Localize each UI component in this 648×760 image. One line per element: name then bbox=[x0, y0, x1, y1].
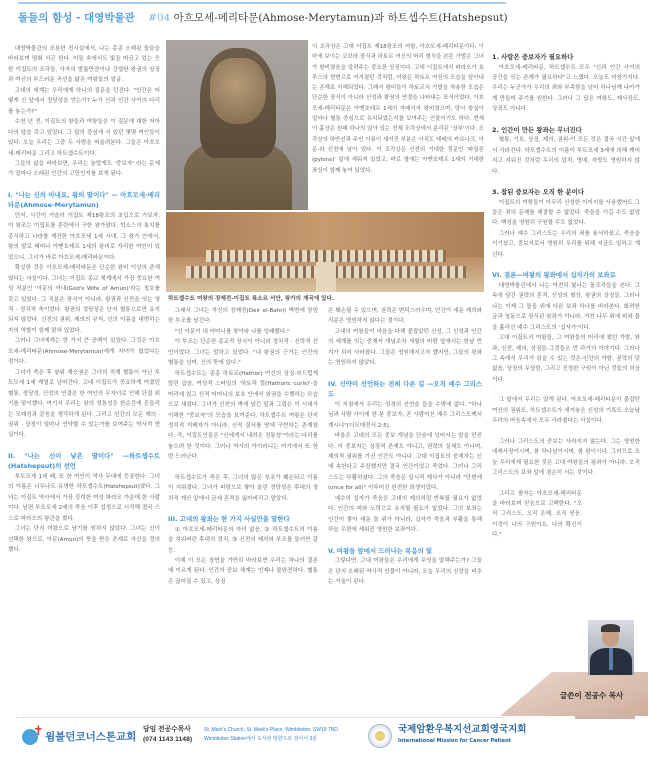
article-column-4 bbox=[492, 42, 640, 561]
article-title: 아흐모세-메리타문(Ahmose-Merytamun)과 하트셉수트(Hatshepsut) bbox=[173, 12, 508, 24]
paragraph: 그들의 삶을 바라보면, 우리는 놀랍게도 '중보자' 라는 문제가 얼마나 오래된 인간의 고민인지를 보게 된다. bbox=[8, 160, 160, 178]
section-heading: II. "나는 신이 낳은 딸이다" —하트셉수트(Hatshepsut)의 선언 bbox=[8, 451, 160, 471]
paragraph: 대영박물관에서 나는 여전히 빛나는 돌조각들을 본다. 그 속에 담긴 권력의 흔적, 신성의 형상, 왕권의 상징들. 그러나 나는 이제 그 돌들 위에 다른 보좌 하나를 바라본다. 화려한 금과 청동으로 장식된 왕좌가 아니라, 거친 나무 위에 피와 물을 흘리신 예수 그리스도의 '십자가'이다. bbox=[492, 282, 640, 331]
paragraph: 고대 이집트의 여왕들, 그 여왕들의 머리에 썼던 가발, 왕좌, 신전, 제의, 상징들-그것들은 먼 과거의 이야기다. 그러나 그 속에서 우리가 읽을 수 있는 것은-인간의 약함, 권력의 덧없음, 상징의 무상함, 그리고 진정한 구원이 아닌 것들의 허상이다. bbox=[492, 335, 640, 383]
paragraph: 그녀가 죽은 후 왕위 계승권은 그녀의 직계 혈통이 아닌 투트모세 1세 계열로 넘어간다. 고대 이집트가 중요하게 여겼던 혈통, 정당성, 신성의 연결은 한 여인의 무자녀로 인해 단절 위기를 맞이했다. 여기서 우리는 왕의 정통성은 한순간에 흔들리는 모래성과 같음을 생각하게 된다. 그리고 인간의 모든 제의 · 권위 · 상징이 얼마나 연약할 수 있는가를 보여주는 역사적 현실이다. bbox=[8, 369, 160, 439]
footer-accent bbox=[575, 716, 635, 719]
paragraph: 그리고 필자는 아흐모세-메리타문을 바라보며 믿음으로 고백한다. "오직 그리스도, 오직 은혜, 오직 믿음. 이것이 나의 구원이요, 나의 확신이다." bbox=[492, 490, 582, 539]
paragraph: ① 아흐모세-메리타문의 자녀 없음, ② 하트셉수트의 이름을 지워버린 후대의 정치, ③ 신전의 제의와 부조를 둘러싼 갈등. bbox=[168, 526, 318, 554]
author-photo bbox=[588, 620, 634, 675]
paragraph: 투트모세 1세 때, 또 한 여인이 역사 무대에 등장한다. 그녀의 이름은 너무나도 유명한 하트셉수트(Hatshepsut)였다. 그녀는 이집트 역사에서 가장 강력한 여성 파라오 가운데 한 사람이다. 남편 투트모세 2세의 죽음 이후 섭정으로 시작해 결국 스스로 파라오의 왕관을 썼다. bbox=[8, 473, 160, 522]
mission-name: 국제암환우복지선교회영국지회 bbox=[398, 724, 527, 735]
paragraph: 하트셉수트가 죽은 후, 그녀의 많은 부조가 훼손되고 이름이 지워졌다. 그녀가 피땀으로 쌓아 올린 정당성은 후대의 정치적 계산 앞에서 금세 흔적을 잃어버리고 말았다. bbox=[168, 474, 318, 502]
mission-name-english: International Mission for Cancer Patient bbox=[398, 738, 511, 744]
paragraph: 그래서 그녀는 자신의 장제전(Deir el-Bahri) 벽면에 장엄한 부조를 남긴다. bbox=[168, 308, 318, 325]
article-column-2 bbox=[168, 306, 318, 587]
paragraph: 이 지점에서 우리는 성경의 선언을 들을 수밖에 없다. "하나님과 사람 사이에 한 분 중보자, 곧 사람이신 예수 그리스도께서 계시니"(디모데전서 2:5). bbox=[328, 401, 482, 429]
page-title bbox=[18, 10, 508, 25]
temple-photo-caption: 하트셉수트 여왕의 장제전-이집트 룩소르 서안, 왕가의 계곡에 있다. bbox=[168, 296, 335, 302]
paragraph: 혈통, 기호, 상징, 제의, 권위-이 모든 것은 결국 시간 앞에서 사라진다. 하트셉수트의 이름이 투트모세 3세에 의해 깨어지고 지워진 것처럼 우리의 업적, 명예, 자랑도 영원하지 않다. bbox=[492, 137, 640, 175]
section-heading: 2. 인간이 만든 왕좌는 무너진다 bbox=[492, 125, 582, 134]
header-rule bbox=[18, 2, 506, 4]
paragraph: 그녀는 단지 여왕으로 남기를 원하지 않았다. 그녀는 신이 선택한 왕으로, 아문(Amun)의 뜻을 받은 존재로 자신을 정의했다. bbox=[8, 526, 160, 554]
section-heading: V. 여왕들 앞에서 드러나는 복음의 빛 bbox=[328, 546, 433, 555]
section-heading: VI. 결론—여왕의 왕좌에서 십자가의 보좌로 bbox=[492, 271, 616, 280]
section-heading: 3. 참된 중보자는 오직 한 분이다 bbox=[492, 188, 585, 197]
article-column-3 bbox=[328, 306, 482, 587]
paragraph: 그러나 예수 그리스도는 우리의 죄를 용서하셨고, 죽음을 이기셨고, 중보자로서 영원히 우리를 위해 지금도 일하고 계신다. bbox=[492, 230, 640, 258]
paragraph: 그렇다면, 고대 여왕들은 우리에게 무엇을 말해주는가? 그들은 단지 오래된 역사적 인물이 아니라, 오늘 우리의 신앙을 비추는 거울이 된다. bbox=[328, 558, 482, 586]
pastor-info bbox=[143, 725, 192, 745]
paragraph: 은 훼손될 수 있으며, 권력은 변덕스러우며, 인간이 세운 제의와 직분은 영원하지 않다는 점이다. bbox=[328, 308, 482, 325]
paragraph: 이집트의 여왕들이 아무리 신성한 이미지를 사용했어도 그들은 죄의 문제를 해결할 수 없었다. 죽음을 이길 수도 없었다. 백성을 영원히 구원할 수도 없었다. bbox=[492, 199, 640, 227]
paragraph: 이제 이 모든 장면을 가만히 바라보면 우리는 하나의 결론에 이르게 된다. 인간의 중보 체계는 언제나 불완전하다. 혈통은 끊어질 수 있고, 상징 bbox=[168, 558, 318, 585]
section-heading: I. "나는 신의 아내요, 왕의 딸이다" — 아흐모세-메리타문(Ahmose-Merytamun) bbox=[8, 190, 160, 210]
paragraph: 그러나 그녀에게는 한 가지 큰 공백이 있었다. 그것은 아흐모세-메리타문(Ahmose-Merytamun)에게 자녀가 없었다는 점이다. bbox=[8, 338, 160, 366]
author-name: 글쓴이 전공수 목사 bbox=[560, 691, 624, 700]
church-address bbox=[204, 726, 338, 744]
paragraph: 대영박물관의 조용한 전시실에서, 나는 종종 오래된 돌들을 바라보며 멈춰 서곤 한다. 어둠 속에서도 빛을 머금고 있는 듯한 이집트의 조각들. 사자의 발톱만큼이나 강렬한 왕권의 상징과 여신의 부드러운 곡선을 닮은 여왕들의 얼굴. bbox=[8, 46, 160, 84]
series-title: 돌들의 함성 - 대영박물관 bbox=[18, 12, 135, 24]
statue-photo bbox=[166, 40, 308, 210]
paragraph: 예수의 십자가 죽음은 고대의 제의처럼 반복될 필요가 없었다. 인간의 피와 노력으로 유지될 필요가 없었다. 그의 보좌는 인간이 쌓아 세운 돌 위가 아니라, 십자가 죽음과 부활을 통해 하늘 우편에 세워진 영원한 보좌이다. bbox=[328, 495, 482, 534]
directions-line: Wimbledon Station에서 도서관 방향으로 걸어서 3분 bbox=[204, 736, 318, 742]
paragraph: 확실한 것은 아흐모세-메리타문은 단순한 왕비 이상의 존재였다는 사실이다. 그녀는 이집트 종교 체계에서 가장 중요한 여성 직분인 '아문의 아내(God's Wife of Amun)'라는 칭호를 갖고 있었다. 그 직분은 장식이 아니라, 왕권과 신전을 잇는 영적 · 정치적 축이었다. 왕권의 정당성은 단지 혈통으로만 유지되지 않았다. 신전의 권위, 제의의 규칙, 신의 이름을 대변하는 자의 역할이 함께 얽혀 있었다. bbox=[8, 265, 160, 334]
address-line: St. Mark's Church, St. Mark's Place, Wimbledon, SW19 7ND bbox=[204, 727, 338, 733]
paragraph: 수천 년 전, 이집트의 왕들과 여왕들은 이 질문에 대한 저마다의 답을 갖고 있었다. 그 답의 중심에 서 있던 몇몇 여인들이 있다. 오늘 우리는 그중 두 사람을 떠올려본다. 그들은 아흐모세-메리타문 그리고 하트셉수트이다. bbox=[8, 119, 160, 157]
section-heading: III. 고대의 왕좌는 한 가지 사실만을 말한다 bbox=[168, 515, 290, 524]
section-heading: IV. 신약이 선언하는 전혀 다른 길 —오직 예수 그리스도 bbox=[328, 379, 482, 399]
pastor-phone: (074 1143 1148) bbox=[143, 736, 193, 743]
paragraph: 고대의 세계는 우리에게 하나의 질문을 던진다. "인간은 어떻게 신 앞에서 정당성을 얻는가? 누가 신과 인간 사이의 다리를 놓는가?" bbox=[8, 87, 160, 115]
temple-photo bbox=[166, 212, 484, 292]
paragraph: 아흐모세-메리타문, 하트셉수트 모두 "신과 인간 사이의 공간을 잇는 존재가 필요하다"고 느꼈다. 오늘도 마찬가지다. 우리는 누군가가 우리의 죄와 부족함을 넘어 하나님께 나아가게 만들어 주기를 원한다. 그러나 그 답은 여왕도, 제사장도, 상징도 아니다. bbox=[492, 64, 640, 113]
statue-caption bbox=[312, 42, 484, 176]
paragraph: 먼저, 시간이 거슬러 이집트 제18왕조의 초입으로 가보자. 이 왕조는 이집트를 혼란에서 구한 왕가였다. 힉소스의 통치를 종식하고 나라를 재건한 아흐모세 1세 시대, 그 왕가 안에서, 왕의 딸로 태어나 아멘호테프 1세의 왕비로 자리한 여인이 있었으니, 그녀가 바로 아흐모세-메리타문이다. bbox=[8, 212, 160, 261]
issue-number: #04 bbox=[148, 12, 171, 24]
mission-seal-icon bbox=[368, 724, 392, 748]
paragraph: 그 앞에서 우리는 알게 된다. 아흐모세-메리타문이 붙잡던 여신의 권위도, 하트셉수트가 새겨놓은 신성의 기록도 오늘날 우리의 마음속에서 모두 사라졌다는 사실이다. bbox=[492, 397, 640, 425]
photo-wrap-space bbox=[582, 491, 640, 561]
article-column-1 bbox=[8, 44, 160, 555]
footer-divider bbox=[16, 717, 506, 718]
section-heading: 1. 사람은 중보자가 필요하다 bbox=[492, 53, 574, 61]
paragraph: 고대의 여왕들이 마음을 다해 붙잡았던 신성, 그 신성과 인간의 세계를 잇는 중재자 개념조차 세월의 바람 앞에서는 한낱 먼지가 되어 사라졌다. 그들은 영원해지고자 했지만, 그들의 왕좌는 영원하지 않았다. bbox=[328, 328, 482, 367]
paragraph: "신 아문이 내 어머니를 찾아와 나를 잉태했다." bbox=[174, 328, 290, 335]
cross-icon: ✝ bbox=[33, 724, 44, 739]
paragraph: 하트셉수트는 종종 하토르(Hathor) 여신의 상징-부드럽게 말린 곱슬, 여성적 스타일의 '하토릭 컬(Hathoric curls)'-을 머리에 얹고 신적 어머니의 보호 안에서 왕권을 수행하는 모습으로 새겼다. 그녀가 신전의 벽에 남긴 말과 그림은 이 시대가 이해한 "중보자"의 모습을 보여준다. 하트셉수트 여왕은 단지 정치적 지배자가 아니라, 신적 질서를 땅에 구현하는 존재였다. 즉, 이집트인들은 "신에게서 내려온 정통성"이라는 다리를 놓으려 한 것이다. 그러나 역사의 아이러니는 여기에서 또 한 번 드러난다. bbox=[168, 370, 318, 461]
paragraph: 그러나 그리스도의 중보는 사라지지 않는다. 그는 영원한 대제사장이시며, 참 하나님이시며, 참 왕이시다. 그러므로 오늘 우리에게 필요한 것은 고대 여왕들의 왕좌가 아니라, 오직 그리스도의 보좌 앞에 겸손히 서는 것이다. bbox=[492, 438, 640, 477]
church-name: 윔블던코너스톤교회 bbox=[45, 731, 137, 743]
statue-caption-text: 이 조각상은 고대 이집트 제18왕조의 여왕, 아흐모세-메리타문이다. 이마에 보이는 코브라 장식과 하토르 여신의 머리 형식을 본뜬 가발은 그녀가 왕비였음을 알려주는 중요한 상징이다. 고대 이집트에서 파라오가 호루스의 현현으로 여겨졌던 것처럼, 여왕은 하토르 여신의 모습을 담아내는 존재로 이해되었다. 그래서 왕비들이 하토르식 가발을 착용한 모습은 단순한 장식이 아니라 신성과 왕권의 연결을 나타내는 표식이었다. 아흐모세-메리타문은 아멘호테프 1세의 자매이자 왕비였으며, 당시 왕실이 얼마나 혈통 중심으로 유지되었는지를 보여주는 인물이기도 하다. 현재 이 흉상은 원래 하나의 앉아 있는 전체 조각상에서 분리된 '상부'이다. 조각상의 하반신과 주인 이름이 새겨진 부분은 아직도 테베의 카르나크, 아문-라 신전에 남아 있다. 이 조각상은 신전의 거대한 정문인 '파일론(pylons)' 앞에 세워져 있었고, 바로 옆에는 아멘호테프 1세의 거대한 좌상이 함께 놓여 있었다. bbox=[312, 44, 484, 174]
paragraph: 바울은 고대의 모든 중보 개념을 단숨에 넘어서는 말을 던진다. 이 중보자는 상징적 존재도 아니고, 권력의 실체도 아니며, 제의적 권위를 가진 인간도 아니다. 고대 이집트의 중재자는 신에 속한다고 주장했지만 결국 인간이었고 죽었다. 그러나 그리스도는 부활하셨다. 그의 죽음은 일시적 제사가 아니라 "단번에(once for all)" 이루어진 완전한 희생이었다. bbox=[328, 433, 482, 492]
pastor-name: 담임 전공수목사 bbox=[143, 726, 191, 733]
paragraph: 이 부조는 단순한 종교적 장식이 아니라 정치적 · 신학적 선언이었다. 그녀는 말하고 있었다. "내 왕권의 근거는 인간의 혈통을 넘어, 신의 뜻에 있다." bbox=[168, 339, 318, 367]
